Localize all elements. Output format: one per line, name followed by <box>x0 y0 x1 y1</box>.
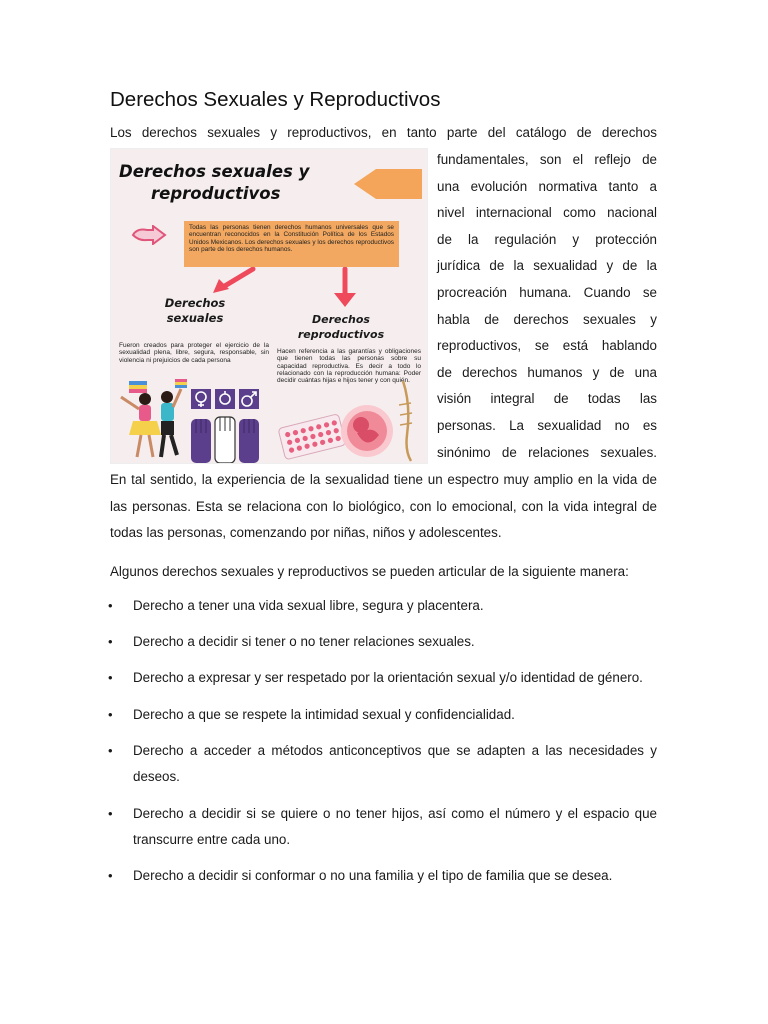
down-arrow-icon <box>332 267 358 309</box>
list-item: • Derecho a decidir si tener o no tener relaciones sexuales. <box>110 629 657 656</box>
list-item: • Derecho a decidir si se quiere o no tener hijos, así como el número y el espacio que transcurre entre cada uno. <box>110 801 657 854</box>
infographic-intro-box: Todas las personas tienen derechos humanos universales que se encuentran reconocidos en la Constitución Política de los Estados Unidos Mexicanos. Los derechos sexuales y los derechos reproductivos son parte de los derechos humanos. <box>184 221 399 267</box>
side-line-1: fundamentales, son el reflejo de <box>437 152 657 167</box>
side-line-3: nivel internacional como nacional <box>437 205 657 220</box>
list-item: • Derecho a tener una vida sexual libre, segura y placentera. <box>110 593 657 620</box>
female-symbol-icon <box>191 389 211 409</box>
text-derechos-reproductivos: Hacen referencia a las garantías y obligaciones que tienen todas las personas sobre su capacidad reproductiva. Es decir a todo lo relacionado con la reproducción humana: Poder decidir cuántas hijas e hijos tener y con quién. <box>277 348 421 385</box>
list-item: • Derecho a acceder a métodos anticonceptivos que se adapten a las necesidades y deseos. <box>110 738 657 791</box>
intro-first-line: Los derechos sexuales y reproductivos, en tanto parte del catálogo de derechos <box>110 125 657 140</box>
pill-pack-icon <box>278 414 346 460</box>
intersex-symbol-icon <box>215 389 235 409</box>
side-line-11: personas. La sexualidad no es <box>437 418 657 433</box>
side-line-8: reproductivos, se está hablando <box>437 338 657 353</box>
list-item: • Derecho a decidir si conformar o no una familia y el tipo de familia que se desea. <box>110 863 657 890</box>
page-title: Derechos Sexuales y Reproductivos <box>110 88 441 111</box>
infographic-title-line1: Derechos sexuales y <box>119 162 310 181</box>
infographic-illustrations <box>111 375 428 464</box>
down-arrow-icon <box>211 267 259 295</box>
side-line-7: habla de derechos sexuales y <box>437 312 657 327</box>
raised-fist-icon <box>191 417 259 463</box>
heading-derechos-sexuales: Derechos sexuales <box>164 296 226 325</box>
continuation-paragraph: En tal sentido, la experiencia de la sexualidad tiene un espectro muy amplio en la vida de las personas. Esta se relaciona con lo biológico, con lo emocional, con la vida integral de todas las personas, comenzando por niñas, niños y adolescentes. <box>110 472 657 541</box>
document-page <box>110 0 657 1024</box>
infographic-title <box>119 161 309 205</box>
dancing-people-icon <box>121 379 187 457</box>
heading-derechos-reproductivos: Derechos reproductivos <box>297 313 385 341</box>
side-line-4: de la regulación y protección <box>437 232 657 247</box>
side-line-5: jurídica de la sexualidad y de la <box>437 258 657 273</box>
pointer-arrow-icon <box>131 225 167 245</box>
side-line-6: procreación humana. Cuando se <box>437 285 657 300</box>
list-item: • Derecho a expresar y ser respetado por la orientación sexual y/o identidad de género. <box>110 665 657 692</box>
infographic-image <box>110 148 428 464</box>
side-line-9: de derechos humanos y de una <box>437 365 657 380</box>
list-intro: Algunos derechos sexuales y reproductivos se pueden articular de la siguiente manera: <box>110 564 629 579</box>
orange-arrow-icon <box>354 167 424 201</box>
iud-icon <box>399 381 412 461</box>
male-symbol-icon <box>239 389 259 409</box>
rights-list <box>110 593 657 900</box>
side-line-12: sinónimo de relaciones sexuales. <box>437 445 657 460</box>
infographic-title-line2: reproductivos <box>151 184 281 203</box>
list-item: • Derecho a que se respete la intimidad sexual y confidencialidad. <box>110 702 657 729</box>
text-derechos-sexuales: Fueron creados para proteger el ejercicio de la sexualidad plena, libre, segura, responsable, sin violencia ni prejuicios de cada persona <box>119 342 269 364</box>
side-line-2: una evolución normativa tanto a <box>437 179 657 194</box>
fetus-icon <box>341 405 393 457</box>
side-line-10: visión integral de todas las <box>437 391 657 406</box>
